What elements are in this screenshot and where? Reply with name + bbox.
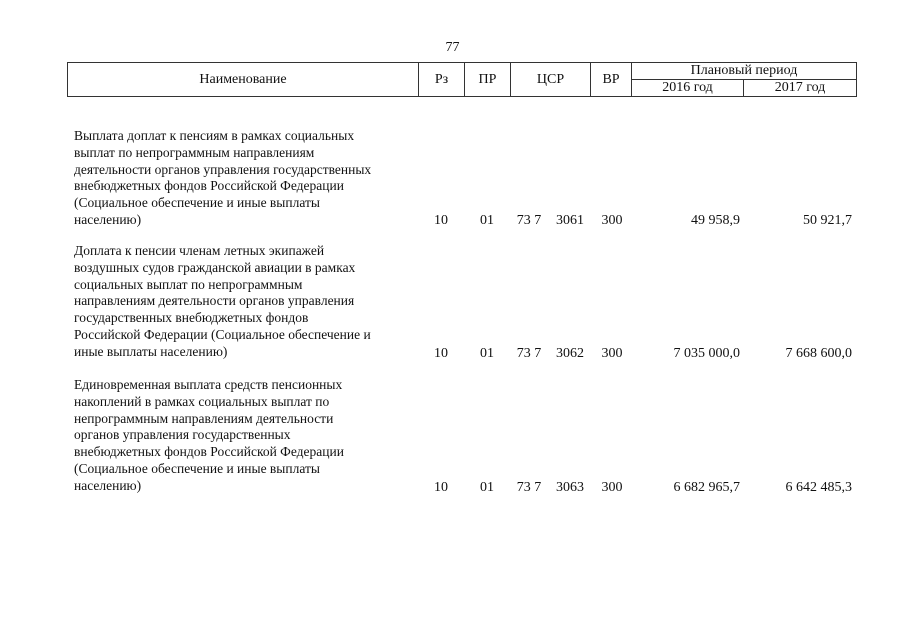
row-1-csr-code: 3061	[556, 213, 584, 228]
row-1-name-line: внебюджетных фондов Российской Федерации	[74, 178, 344, 194]
row-2-csr-code: 3062	[556, 346, 584, 361]
row-1-amount-2017: 50 921,7	[803, 213, 852, 228]
row-3-name-line: Единовременная выплата средств пенсионных	[74, 377, 343, 392]
row-1-rz: 10	[434, 213, 448, 228]
row-1-vr: 300	[601, 213, 623, 228]
row-2-csr-program: 73 7	[516, 346, 542, 361]
table-header	[67, 62, 857, 97]
header-vr: ВР	[602, 71, 620, 87]
row-2-amount-2017: 7 668 600,0	[785, 346, 852, 361]
row-3-csr-program: 73 7	[516, 480, 542, 495]
header-year-2017: 2017 год	[774, 80, 826, 95]
row-2-pr: 01	[480, 346, 494, 361]
row-2-name-line: направлениям деятельности органов управления	[74, 293, 355, 309]
row-3-name-line: населению)	[74, 477, 142, 493]
row-2-name-line: государственных внебюджетных фондов	[74, 310, 309, 326]
row-3-name	[74, 377, 419, 495]
row-2-name-line: Доплата к пенсии членам летных экипажей	[74, 243, 325, 258]
row-1-csr-program: 73 7	[516, 213, 542, 228]
header-year-2016: 2016 год	[662, 80, 713, 95]
row-2-vr: 300	[601, 346, 623, 361]
page-number: 77	[445, 40, 460, 55]
row-1-name-line: населению)	[74, 211, 142, 227]
row-3-name-line: непрограммным направлениям деятельности	[74, 410, 334, 426]
row-1-name-line: деятельности органов управления государственных	[74, 161, 372, 177]
row-3-amount-2017: 6 642 485,3	[785, 480, 852, 495]
row-2-name	[74, 243, 419, 361]
row-3-amount-2016: 6 682 965,7	[673, 480, 740, 495]
row-2-amount-2016: 7 035 000,0	[673, 346, 740, 361]
row-2-name-line: социальных выплат по непрограммным	[74, 276, 303, 292]
row-2-rz: 10	[434, 346, 448, 361]
row-3-rz: 10	[434, 480, 448, 495]
header-planned-period: Плановый период	[690, 63, 798, 78]
row-1-name-line: выплат по непрограммным направлениям	[74, 144, 315, 160]
row-1-amount-2016: 49 958,9	[691, 213, 740, 228]
header-csr: ЦСР	[536, 71, 565, 87]
row-3-pr: 01	[480, 480, 494, 495]
row-2-name-line: Российской Федерации (Социальное обеспечение и	[74, 326, 371, 342]
row-2-name-line: иные выплаты населению)	[74, 343, 228, 359]
row-2-name-line: воздушных судов гражданской авиации в рамках	[74, 259, 356, 275]
header-pr: ПР	[478, 71, 497, 87]
row-1-pr: 01	[480, 213, 494, 228]
row-3-name-line: (Социальное обеспечение и иные выплаты	[74, 460, 320, 476]
header-name: Наименование	[199, 71, 287, 87]
row-3-vr: 300	[601, 480, 623, 495]
header-rz: Рз	[434, 71, 449, 87]
row-1-name-line: Выплата доплат к пенсиям в рамках социальных	[74, 128, 355, 143]
row-3-csr-code: 3063	[556, 480, 584, 495]
row-1-name-line: (Социальное обеспечение и иные выплаты	[74, 195, 320, 211]
row-3-name-line: внебюджетных фондов Российской Федерации	[74, 444, 344, 460]
row-3-name-line: органов управления государственных	[74, 427, 291, 443]
row-3-name-line: накоплений в рамках социальных выплат по	[74, 393, 330, 409]
row-1-name	[74, 128, 419, 229]
